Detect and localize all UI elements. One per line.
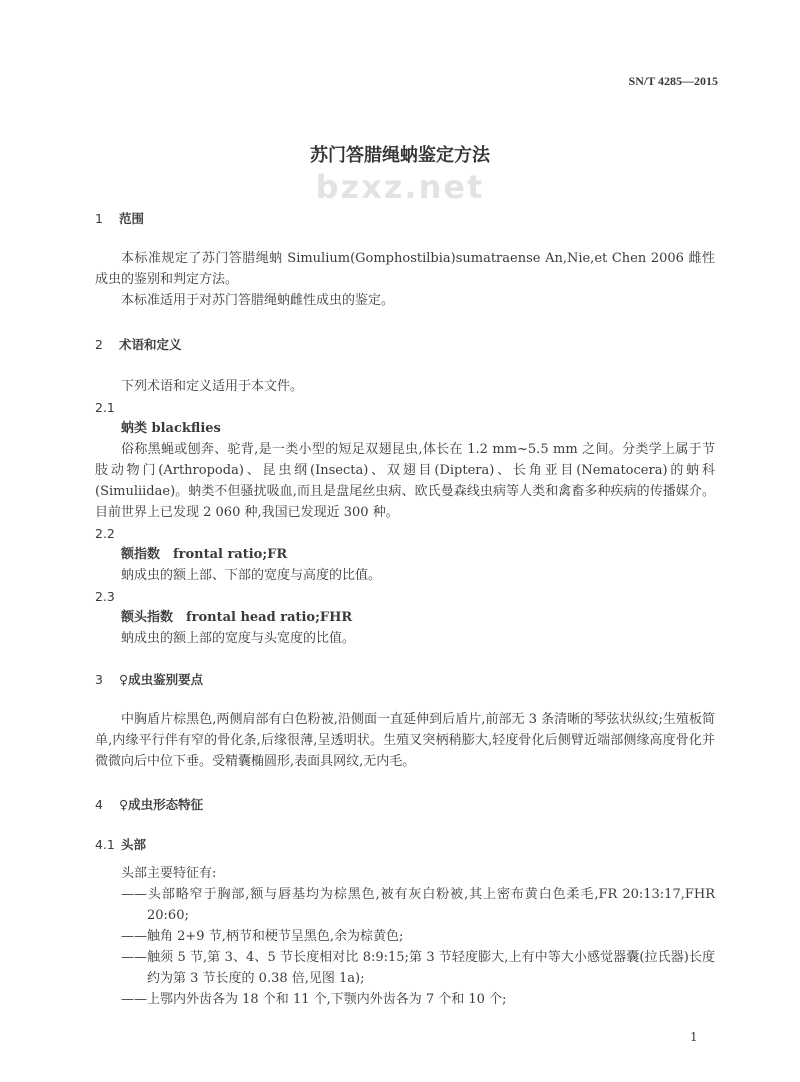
section-1-heading — [95, 208, 715, 229]
term-title: 额指数 frontal ratio;FR — [121, 547, 288, 562]
section-number: 1 — [95, 211, 103, 226]
subsection-title: 头部 — [121, 837, 147, 852]
subsection-number: 4.1 — [95, 837, 115, 852]
section-number: 2 — [95, 337, 103, 352]
term-number: 2.2 — [95, 526, 115, 541]
watermark: bzxz.net — [315, 168, 485, 206]
paragraph: 下列术语和定义适用于本文件。 — [121, 379, 304, 394]
section-title: 术语和定义 — [119, 337, 182, 352]
term-definition: 蚋成虫的额上部的宽度与头宽度的比值。 — [121, 631, 356, 646]
section-title: 范围 — [119, 211, 145, 226]
section-title: ♀成虫鉴别要点 — [119, 672, 204, 687]
feature-list — [95, 884, 715, 1010]
list-item: ——触须 5 节,第 3、4、5 节长度相对比 8:9:15;第 3 节轻度膨大,上有中等大小感觉器囊(拉氏器)长度约为第 3 节长度的 0.38 倍,见图 1a); — [121, 950, 715, 986]
paragraph: 本标准适用于对苏门答腊绳蚋雌性成虫的鉴定。 — [121, 293, 395, 308]
section-title: ♀成虫形态特征 — [119, 797, 204, 812]
term-definition: 蚋成虫的额上部、下部的宽度与高度的比值。 — [121, 568, 382, 583]
term-definition: 俗称黑蝇或刨奔、驼背,是一类小型的短足双翅昆虫,体长在 1.2 mm~5.5 mm 之间。分类学上属于节肢动物门(Arthropoda)、昆虫纲(Insecta)、双翅目(Diptera)、长角亚目(Nematocera)的蚋科(Simuliidae)。蚋类不但骚扰吸血,而且是盘尾丝虫病、欧氏曼森线虫病等人类和禽畜多种疾病的传播媒介。目前世界上已发现 2 060 种,我国已发现近 300 种。 — [95, 442, 715, 520]
list-item: ——头部略窄于胸部,额与唇基均为棕黑色,被有灰白粉被,其上密布黄白色柔毛,FR 20:13:17,FHR 20:60; — [121, 887, 715, 923]
section-number: 4 — [95, 797, 103, 812]
term-title: 蚋类 blackflies — [121, 421, 221, 436]
paragraph: 头部主要特征有: — [121, 866, 217, 881]
term-number: 2.3 — [95, 589, 115, 604]
list-item: ——触角 2+9 节,柄节和梗节呈黑色,余为棕黄色; — [121, 929, 404, 944]
page-number: 1 — [690, 1030, 698, 1044]
section-3-heading — [95, 669, 715, 690]
paragraph: 本标准规定了苏门答腊绳蚋 Simulium(Gomphostilbia)sumatraense An,Nie,et Chen 2006 雌性成虫的鉴别和判定方法。 — [95, 251, 715, 287]
paragraph: 中胸盾片棕黑色,两侧肩部有白色粉被,沿侧面一直延伸到后盾片,前部无 3 条清晰的琴弦状纵纹;生殖板简单,内缘平行伴有窄的骨化条,后缘很薄,呈透明状。生殖叉突柄稍膨大,轻度骨化后侧臂近端部侧缘高度骨化并微微向后中位下垂。受精囊椭圆形,表面具网纹,无内毛。 — [95, 712, 715, 769]
section-4-heading — [95, 794, 715, 815]
subsection-4-1-heading — [95, 834, 715, 855]
document-body — [95, 144, 715, 1010]
list-item: ——上鄂内外齿各为 18 个和 11 个,下颚内外齿各为 7 个和 10 个; — [121, 992, 507, 1007]
term-number: 2.1 — [95, 400, 115, 415]
section-2-heading — [95, 334, 715, 355]
term-title: 额头指数 frontal head ratio;FHR — [121, 610, 353, 625]
section-number: 3 — [95, 672, 103, 687]
standard-number: SN/T 4285—2015 — [628, 74, 718, 88]
document-title: 苏门答腊绳蚋鉴定方法 — [310, 145, 490, 166]
